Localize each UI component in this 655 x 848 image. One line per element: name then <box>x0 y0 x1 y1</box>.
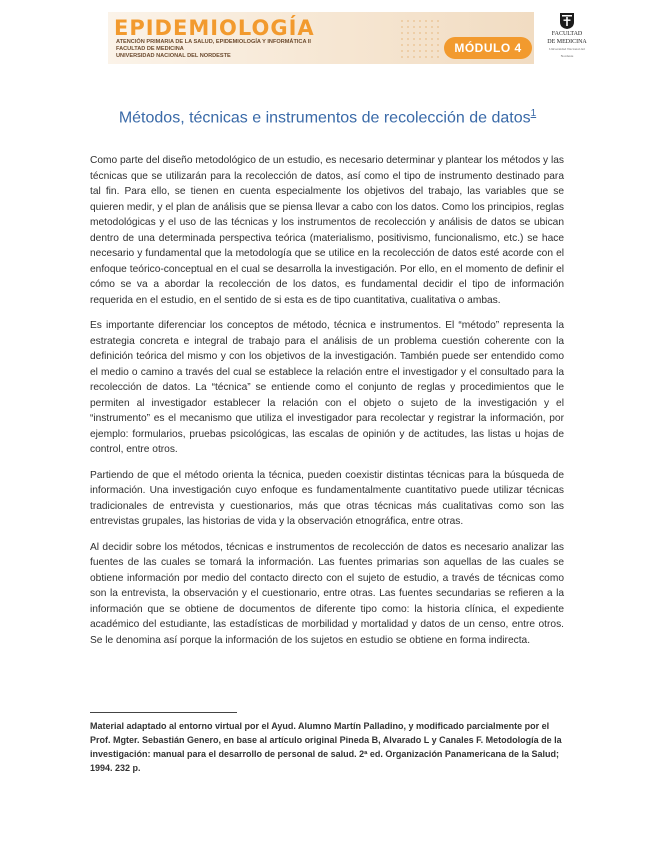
footnote: Material adaptado al entorno virtual por el Ayud. Alumno Martín Palladino, y modificado parcialmente por el Prof. Mgter. Sebastián Genero, en base al artículo original Pineda B, Alvarado L y Canales F. Metodología de la investigación: manual para el desarrollo de personal de salud. 2ª ed. Organización Panamericana de la Salud; 1994. 232 p. <box>90 721 562 773</box>
crest-icon <box>559 12 575 30</box>
faculty-logo <box>547 12 587 59</box>
paragraph-3: Partiendo de que el método orienta la técnica, pueden coexistir distintas técnicas para la búsqueda de información. Una investigación cuyo enfoque es fundamentalmente cuantitativo puede utilizar técnicas tradicionales de entrevista y cuestionarios, más que otras técnicas más cualitativas como son las entrevistas grupales, las historias de vida y la observación etnográfica, entre otras. <box>90 469 564 527</box>
footnote-divider <box>90 712 237 713</box>
document-title-text: Métodos, técnicas e instrumentos de recolección de datos <box>118 109 531 127</box>
header-banner <box>108 12 534 64</box>
footnote-mark[interactable]: 1 <box>530 108 537 119</box>
document-body <box>90 153 564 658</box>
logo-line-3: Universidad Nacional del Nordeste <box>549 47 585 58</box>
paragraph-1: Como parte del diseño metodológico de un estudio, es necesario determinar y plantear los métodos y las técnicas que se utilizarán para la recolección de datos, así como el tipo de instrumento destinado para tal fin. Para ello, se tienen en cuenta especialmente los objetivos del trabajo, las variables que se quieren medir, y el plan de análisis que se piensa llevar a cabo con los datos. Como los principios, reglas metodológicas y el uso de las técnicas y los instrumentos de recolección y análisis de datos se ubican dentro de una determinada perspectiva teórica (materialismo, positivismo, funcionalismo, etc.) se hace necesario y fundamental que la metodología que se utilice en la recolección de datos esté acorde con el enfoque teórico-conceptual en el cual se desarrolla la investigación. Por ello, en el momento de definir el cómo se va a abordar la recolección de los datos, es fundamental decidir el tipo de información requerida en el estudio, en el sentido de si esta es de tipo cuantitativa, cualitativa o ambas. <box>90 155 564 306</box>
logo-line-2: DE MEDICINA <box>547 38 587 45</box>
faculty-name: FACULTAD DE MEDICINA <box>116 46 184 52</box>
paragraph-4: Al decidir sobre los métodos, técnicas e instrumentos de recolección de datos es necesario analizar las fuentes de las cuales se tomará la información. Las fuentes primarias son aquellas de las cuales se obtiene información por medio del contacto directo con el sujeto de estudio, a través de técnicas como son la entrevista, la observación y el cuestionario, entre otras. Las fuentes secundarias se refieren a la información que se obtiene de documentos de diferente tipo como: la historia clínica, el expediente académico del estudiante, las estadísticas de morbilidad y mortalidad y datos de un censo, entre otros. Se le denomina así porque la información de los sujetos en estudio se obtiene en forma indirecta. <box>90 541 564 646</box>
module-badge: MÓDULO 4 <box>444 37 532 59</box>
paragraph-2: Es importante diferenciar los conceptos de método, técnica e instrumentos. El “método” representa la estrategia concreta e integral de trabajo para el análisis de un problema cuestión coherente con la definición teórica del mismo y con los objetivos de la investigación. También puede ser entendido como el medio o camino a través del cual se establece la relación entre el investigador y el consultado para la recolección de datos. La “técnica” se entiende como el conjunto de reglas y procedimientos que le permiten al investigador establecer la relación con el objeto o sujeto de la investigación y el “instrumento” es el mecanismo que utiliza el investigador para recolectar y registrar la información, por ejemplo: formularios, pruebas psicológicas, las escalas de opinión y de actitudes, las listas u hojas de control, entre otros. <box>90 320 564 455</box>
document-title <box>0 108 655 127</box>
course-subtitle: ATENCIÓN PRIMARIA DE LA SALUD, EPIDEMIOLOGÍA Y INFORMÁTICA II <box>116 39 311 45</box>
university-name: UNIVERSIDAD NACIONAL DEL NORDESTE <box>116 53 231 59</box>
logo-line-1: FACULTAD <box>551 31 583 37</box>
course-title: EPIDEMIOLOGÍA <box>114 16 315 40</box>
banner-pattern <box>399 18 439 58</box>
